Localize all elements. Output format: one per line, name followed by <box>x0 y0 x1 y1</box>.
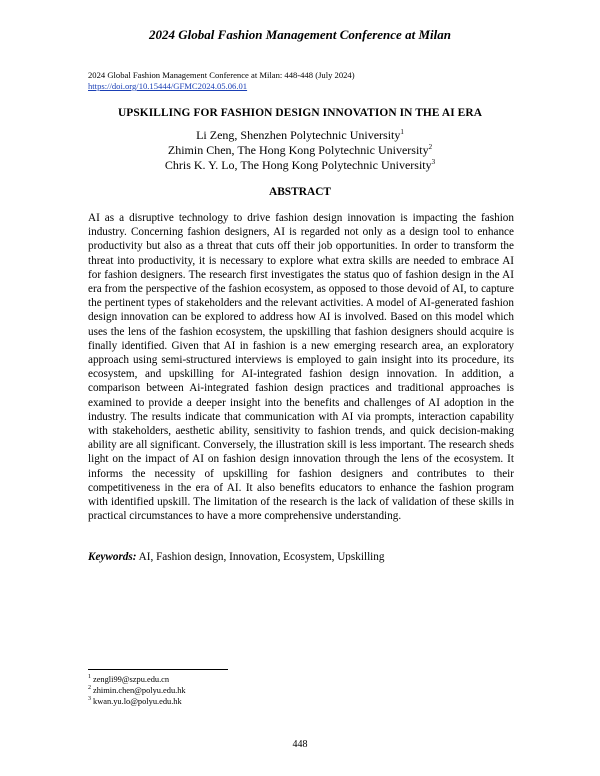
abstract-body: AI as a disruptive technology to drive fashion design innovation is impacting the fashion industry. Concerning fashion designers, AI is regarded not only as a design tool to enhance productivity but also as a threat that cuts off their job opportunities. In order to transform the threat into productivity, it is necessary to explore what extra skills are needed to embrace AI for fashion designers. The research first investigates the status quo of fashion design in the AI era from the perspective of the fashion ecosystem, as opposed to those devoid of AI, to capture the pertinent types of stakeholders and the relevant activities. A model of AI-generated fashion design innovation can be explored to address how AI is involved. Based on this model which uses the lens of the fashion ecosystem, the upskilling that fashion designers should acquire is finally identified. Given that AI in fashion is a new emerging research area, an exploratory approach using semi-structured interviews is employed to gain insight into its procedure, its ecosystem, and upskilling for AI-integrated fashion design innovation. In addition, a comparison between Ai-integrated fashion design practices and traditional approaches is examined to provide a deeper insight into the benefits and challenges of AI adoption in the industry. The results indicate that communication with AI via prompts, interaction capability with stakeholders, aesthetic ability, sensitivity to fashion trends, and quick decision-making ability are all significant. Conversely, the illustration skill is less important. The research sheds light on the impact of AI on fashion design innovation through the lens of the ecosystem. It informs the necessity of upskilling for fashion designers and contributes to their competitiveness in the era of AI. It also benefits educators to enhance the fashion program with identified upskill. The limitation of the research is the lack of validation of these skills in practical circumstances to have a more comprehensive understanding. <box>88 212 514 523</box>
keywords-line <box>88 551 514 563</box>
author-3: Chris K. Y. Lo, The Hong Kong Polytechnic University$^3$ <box>164 158 436 172</box>
author-list <box>0 128 600 173</box>
footnote-2-email[interactable]: zhimin.chen@polyu.edu.hk <box>93 686 186 695</box>
abstract-heading: ABSTRACT <box>268 186 332 198</box>
author-3-footnote-mark[interactable]: 3 <box>431 158 436 166</box>
keywords-label: Keywords: <box>88 551 137 563</box>
running-head: 2024 Global Fashion Management Conference at Milan <box>149 27 451 42</box>
footnote-1-email[interactable]: zengli99@szpu.edu.cn <box>93 675 170 684</box>
author-2-footnote-mark[interactable]: 2 <box>428 143 433 151</box>
paper-title: UPSKILLING FOR FASHION DESIGN INNOVATION IN THE AI ERA <box>117 107 483 119</box>
footnotes <box>88 674 186 707</box>
footnote-3: $^3$ kwan.yu.lo@polyu.edu.hk <box>88 696 182 706</box>
doi-link[interactable]: https://doi.org/10.15444/GFMC2024.05.06.01 <box>88 81 248 91</box>
author-1: Li Zeng, Shenzhen Polytechnic University$^1$ <box>196 128 404 142</box>
citation-block <box>88 70 355 92</box>
footnote-1: $^1$ zengli99@szpu.edu.cn <box>88 674 170 684</box>
citation-line: 2024 Global Fashion Management Conference at Milan: 448-448 (July 2024) <box>88 70 355 80</box>
page-number: 448 <box>292 739 308 750</box>
keywords-text: AI, Fashion design, Innovation, Ecosystem, Upskilling <box>138 551 385 563</box>
footnote-2: $^2$ zhimin.chen@polyu.edu.hk <box>88 685 186 695</box>
footnote-divider <box>88 669 228 670</box>
author-1-footnote-mark[interactable]: 1 <box>400 128 404 136</box>
footnote-3-email[interactable]: kwan.yu.lo@polyu.edu.hk <box>93 697 182 706</box>
author-2: Zhimin Chen, The Hong Kong Polytechnic University$^2$ <box>167 143 433 157</box>
